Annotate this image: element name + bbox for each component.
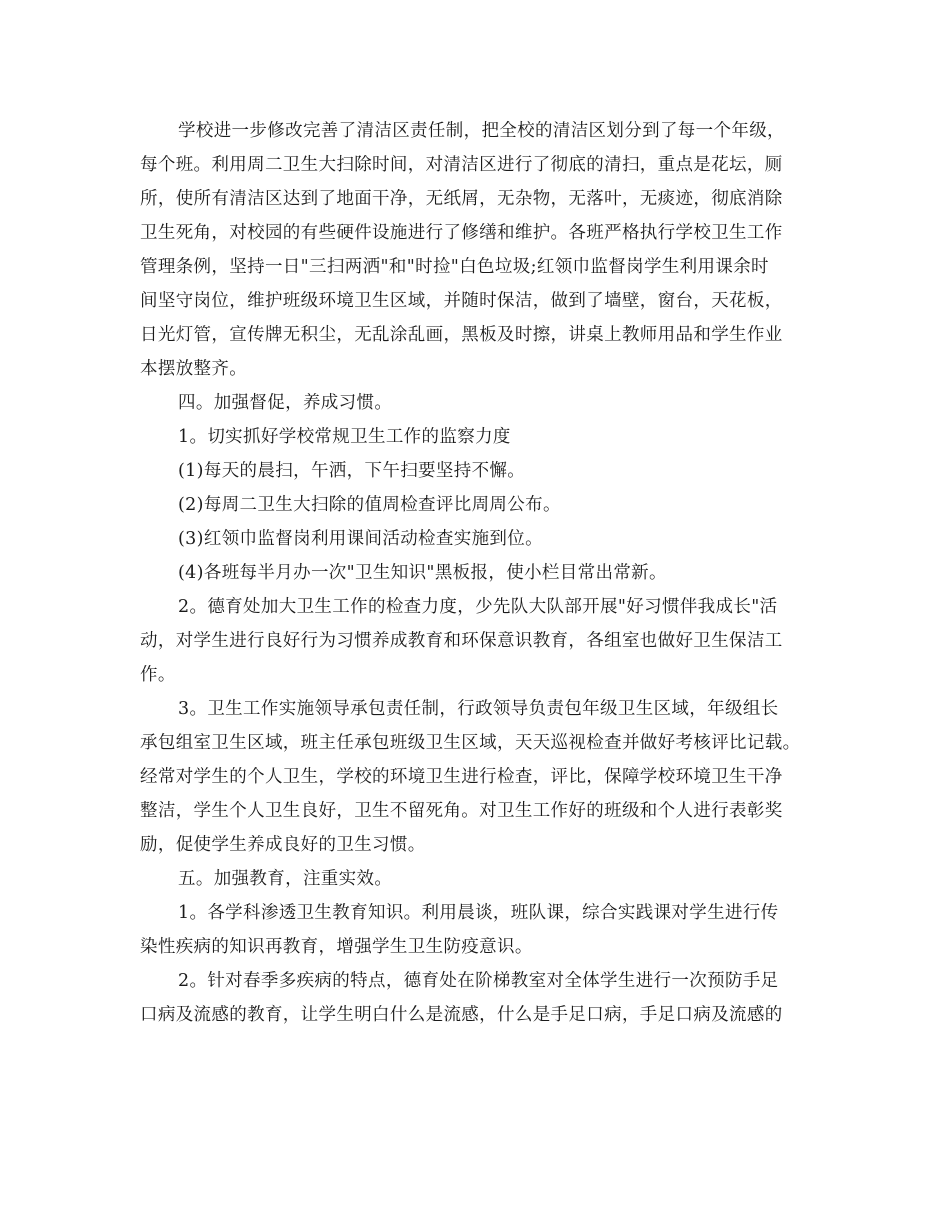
paragraph-line: 卫生死角，对校园的有些硬件设施进行了修缮和维护。各班严格执行学校卫生工作: [140, 223, 783, 243]
list-heading: 1。切实抓好学校常规卫生工作的监察力度: [178, 427, 511, 447]
paragraph-line: 口病及流感的教育，让学生明白什么是流感，什么是手足口病，手足口病及流感的: [140, 1005, 783, 1025]
section-heading: 四。加强督促，养成习惯。: [178, 393, 393, 413]
paragraph-line: 整洁，学生个人卫生良好，卫生不留死角。对卫生工作好的班级和个人进行表彰奖: [140, 801, 783, 821]
paragraph-line: 每个班。利用周二卫生大扫除时间，对清洁区进行了彻底的清扫，重点是花坛，厕: [140, 155, 783, 175]
paragraph-line: 管理条例，坚持一日"三扫两洒"和"时捡"白色垃圾;红领巾监督岗学生利用课余时: [140, 257, 769, 277]
paragraph-line: 所，使所有清洁区达到了地面干净，无纸屑，无杂物，无落叶，无痰迹，彻底消除: [140, 189, 783, 209]
list-item: (2)每周二卫生大扫除的值周检查评比周周公布。: [178, 495, 561, 515]
paragraph-line: 间坚守岗位，维护班级环境卫生区域，并随时保洁，做到了墙壁，窗台，天花板，: [140, 291, 783, 311]
paragraph-line: 作。: [140, 665, 176, 685]
paragraph-line: 励，促使学生养成良好的卫生习惯。: [140, 835, 426, 855]
paragraph-line: 学校进一步修改完善了清洁区责任制，把全校的清洁区划分到了每一个年级，: [178, 121, 785, 141]
list-item: (3)红领巾监督岗利用课间活动检查实施到位。: [178, 529, 543, 549]
paragraph-line: 动，对学生进行良好行为习惯养成教育和环保意识教育，各组室也做好卫生保洁工: [140, 631, 783, 651]
paragraph-line: 3。卫生工作实施领导承包责任制，行政领导负责包年级卫生区域，年级组长: [178, 699, 779, 719]
list-item: (1)每天的晨扫，午洒，下午扫要坚持不懈。: [178, 461, 526, 481]
paragraph-line: 经常对学生的个人卫生，学校的环境卫生进行检查，评比，保障学校环境卫生干净: [140, 767, 783, 787]
paragraph-line: 2。针对春季多疾病的特点，德育处在阶梯教室对全体学生进行一次预防手足: [178, 971, 779, 991]
list-item: (4)各班每半月办一次"卫生知识"黑板报，使小栏目常出常新。: [178, 563, 667, 583]
paragraph-line: 染性疾病的知识再教育，增强学生卫生防疫意识。: [140, 937, 533, 957]
paragraph-line: 1。各学科渗透卫生教育知识。利用晨谈，班队课，综合实践课对学生进行传: [178, 903, 779, 923]
paragraph-line: 本摆放整齐。: [140, 359, 248, 379]
paragraph-line: 承包组室卫生区域，班主任承包班级卫生区域，天天巡视检查并做好考核评比记载。: [140, 733, 801, 753]
section-heading: 五。加强教育，注重实效。: [178, 869, 393, 889]
paragraph-line: 2。德育处加大卫生工作的检查力度，少先队大队部开展"好习惯伴我成长"活: [178, 597, 778, 617]
paragraph-line: 日光灯管，宣传牌无积尘，无乱涂乱画，黑板及时擦，讲桌上教师用品和学生作业: [140, 325, 783, 345]
